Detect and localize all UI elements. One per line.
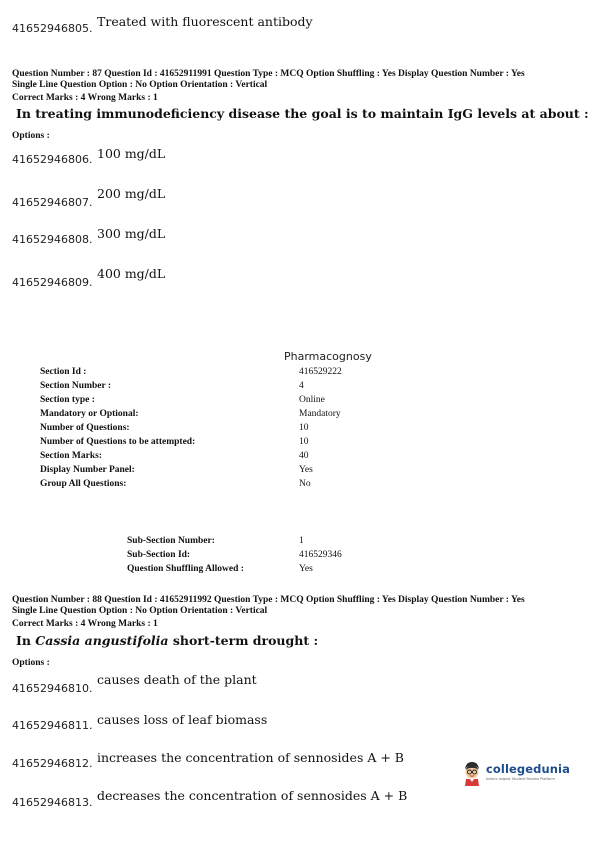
section-row-value: 416529222 (299, 367, 342, 377)
q87-question-text: In treating immunodeficiency disease the goal is to maintain IgG levels at about : (16, 106, 589, 121)
q88-option-4-text: decreases the concentration of sennosides A + B (97, 788, 408, 803)
q88-marks: Correct Marks : 4 Wrong Marks : 1 (12, 619, 158, 629)
section-row-value: No (299, 479, 311, 489)
subsection-row-label: Sub-Section Number: (127, 536, 215, 546)
section-row-label: Display Number Panel: (40, 465, 135, 475)
section-row-label: Section Id : (40, 367, 87, 377)
section-row (0, 479, 595, 493)
q88-option-2-text: causes loss of leaf biomass (97, 712, 268, 727)
q88-question-suffix: short-term drought : (168, 633, 319, 648)
q86-option-5-text: Treated with fluorescent antibody (97, 14, 313, 29)
q87-option-4-text: 400 mg/dL (97, 266, 166, 281)
q88-option-4-id: 41652946813. (12, 796, 93, 809)
q88-option-2-id: 41652946811. (12, 719, 93, 732)
subsection-row-label: Sub-Section Id: (127, 550, 191, 560)
student-mascot-icon (461, 760, 483, 786)
q88-option-3-id: 41652946812. (12, 757, 93, 770)
section-row-value: 10 (299, 437, 309, 447)
subsection-row-label: Question Shuffling Allowed : (127, 564, 244, 574)
q87-option-4-id: 41652946809. (12, 276, 93, 289)
section-row-label: Number of Questions: (40, 423, 130, 433)
section-row (0, 451, 595, 465)
q88-option-1-id: 41652946810. (12, 682, 93, 695)
q88-option-1-text: causes death of the plant (97, 672, 257, 687)
subsection-row (0, 536, 595, 550)
section-row-label: Section Number : (40, 381, 112, 391)
q88-options-label: Options : (12, 658, 50, 668)
section-row (0, 381, 595, 395)
q87-option-1-id: 41652946806. (12, 153, 93, 166)
q87-option-1-text: 100 mg/dL (97, 146, 166, 161)
subsection-row (0, 564, 595, 578)
section-row-value: 10 (299, 423, 309, 433)
q88-option-3-text: increases the concentration of sennosides A + B (97, 750, 404, 765)
q87-option-2-text: 200 mg/dL (97, 186, 166, 201)
q88-meta-line2: Single Line Question Option : No Option Orientation : Vertical (12, 606, 268, 616)
section-title: Pharmacognosy (284, 350, 372, 363)
section-row-label: Section Marks: (40, 451, 103, 461)
subsection-row-value: 1 (299, 536, 304, 546)
q87-marks: Correct Marks : 4 Wrong Marks : 1 (12, 93, 158, 103)
section-row (0, 409, 595, 423)
section-row-value: 40 (299, 451, 309, 461)
section-row-value: Yes (299, 465, 313, 475)
q87-option-3-text: 300 mg/dL (97, 226, 166, 241)
section-row-value: Mandatory (299, 409, 341, 419)
section-row (0, 465, 595, 479)
section-row (0, 395, 595, 409)
section-row-label: Section type : (40, 395, 95, 405)
q88-question-species: Cassia angustifolia (35, 633, 169, 648)
section-row (0, 367, 595, 381)
q87-option-2-id: 41652946807. (12, 196, 93, 209)
q87-meta-line1: Question Number : 87 Question Id : 41652911991 Question Type : MCQ Option Shuffling : Yes Display Question Number : Yes (12, 69, 525, 79)
subsection-row (0, 550, 595, 564)
q88-meta-line1: Question Number : 88 Question Id : 41652911992 Question Type : MCQ Option Shuffling : Yes Display Question Number : Yes (12, 595, 525, 605)
q88-question-text (16, 633, 318, 648)
collegedunia-watermark (461, 760, 571, 788)
q86-option-5-id: 41652946805. (12, 22, 93, 35)
q88-question-prefix: In (16, 633, 36, 648)
q87-options-label: Options : (12, 131, 50, 141)
collegedunia-tagline: India's largest Student Review Platform (486, 777, 555, 781)
q87-option-3-id: 41652946808. (12, 233, 93, 246)
subsection-row-value: Yes (299, 564, 313, 574)
section-row-label: Group All Questions: (40, 479, 127, 489)
section-row-value: 4 (299, 381, 304, 391)
section-row (0, 423, 595, 437)
section-row-label: Number of Questions to be attempted: (40, 437, 196, 447)
section-row-value: Online (299, 395, 325, 405)
section-row-label: Mandatory or Optional: (40, 409, 139, 419)
section-row (0, 437, 595, 451)
collegedunia-brand: collegedunia (486, 762, 570, 776)
q87-meta-line2: Single Line Question Option : No Option Orientation : Vertical (12, 80, 268, 90)
subsection-row-value: 416529346 (299, 550, 342, 560)
